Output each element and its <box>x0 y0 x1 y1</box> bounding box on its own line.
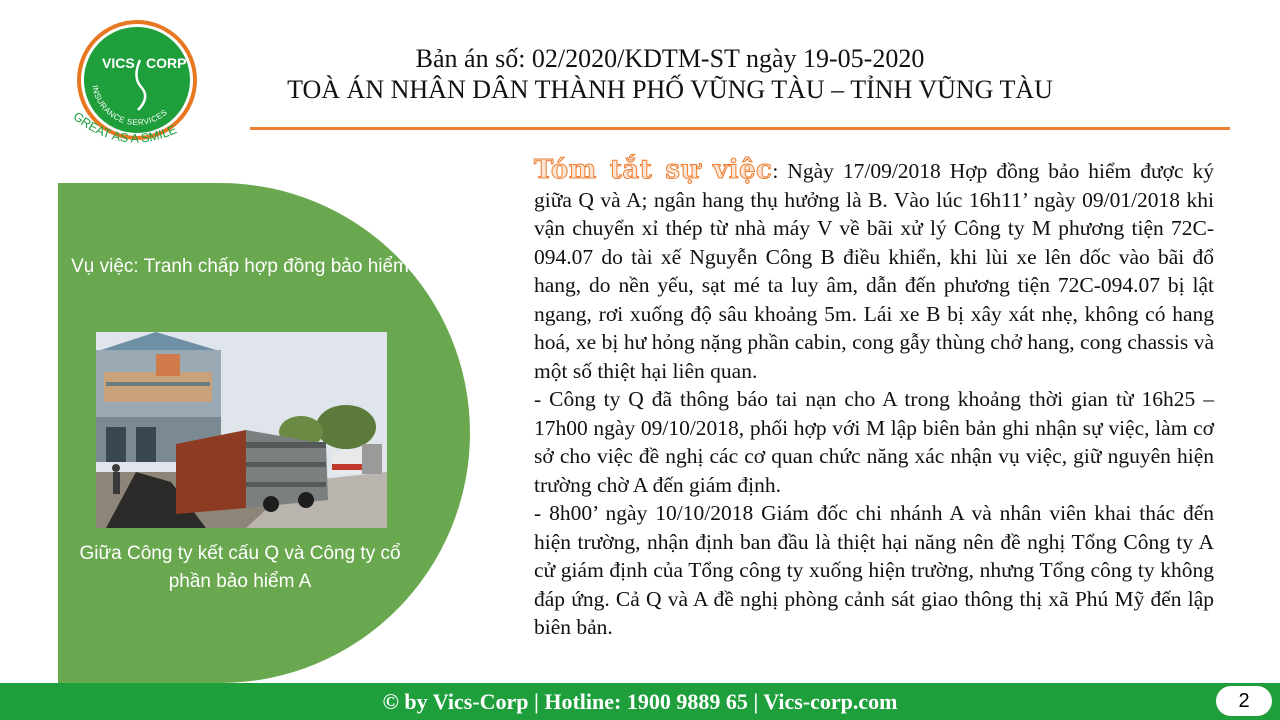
summary-title: Tóm tắt sự việc <box>534 155 773 185</box>
logo-brand-right: CORP <box>146 55 187 71</box>
footer-text: © by Vics-Corp | Hotline: 1900 9889 65 | Vics-corp.com <box>382 689 898 714</box>
document-header <box>240 44 1100 106</box>
court-name: TOÀ ÁN NHÂN DÂN THÀNH PHỐ VŨNG TÀU – TỈNH VŨNG TÀU <box>287 75 1053 104</box>
summary-paragraph-2: - Công ty Q đã thông báo tai nạn cho A trong khoảng thời gian từ 16h25 – 17h00 ngày 09/10/2018, phối hợp với M lập biên bản ghi nhận sự việc, làm cơ sở cho việc đề nghị các cơ quan chức năng xác nhận vụ việc, giữ nguyên hiện trường chờ A đến giám định. <box>534 387 1214 497</box>
vics-corp-logo <box>62 18 212 158</box>
summary-text-1: : Ngày 17/09/2018 Hợp đồng bảo hiểm được ký giữa Q và A; ngân hang thụ hưởng là B. Vào lúc 16h11’ ngày 09/01/2018 khi vận chuyển xỉ thép từ nhà máy V về bãi xử lý Công ty M phương tiện 72C-094.07 do tài xế Nguyễn Công B điều khiển, khi lùi xe lên dốc vào bãi đổ hang, do nền yếu, sạt mé ta luy âm, dẫn đến phương tiện 72C-094.07 bị lật ngang, rơi xuống độ sâu khoảng 5m. Lái xe B bị xây xát nhẹ, không có hang hoá, xe bị hư hỏng nặng phần cabin, cong gẫy thùng chở hang, cong chassis và một số thiệt hại liên quan. <box>534 159 1215 383</box>
overturned-truck-photo <box>96 332 387 528</box>
logo-ring-text: INSURANCE SERVICES <box>90 84 170 128</box>
logo-brand-left: VICS <box>102 55 135 71</box>
logo-tagline: GREAT AS A SMILE <box>70 109 179 146</box>
case-label: Vụ việc: Tranh chấp hợp đồng bảo hiểm <box>71 256 409 277</box>
header-divider <box>250 127 1230 130</box>
summary-paragraph-1 <box>534 156 1214 385</box>
page-number: 2 <box>1216 686 1272 716</box>
footer-bar <box>0 683 1280 720</box>
parties-label: Giữa Công ty kết cấu Q và Công ty cổ phần bảo hiểm A <box>79 543 401 592</box>
summary-paragraph-3: - 8h00’ ngày 10/10/2018 Giám đốc chi nhánh A và nhân viên khai thác đến hiện trường, nhận định ban đầu là thiệt hại năng nên đề nghị Tổng Công ty A cử giám định của Tổng công ty xuống hiện trường, nhưng Tổng công ty không đáp ứng. Cả Q và A đề nghị phòng cảnh sát giao thông thị xã Phú Mỹ đến lập biên bản. <box>534 501 1214 639</box>
judgment-number: Bản án số: 02/2020/KDTM-ST ngày 19-05-2020 <box>415 44 925 73</box>
case-summary <box>534 156 1214 642</box>
